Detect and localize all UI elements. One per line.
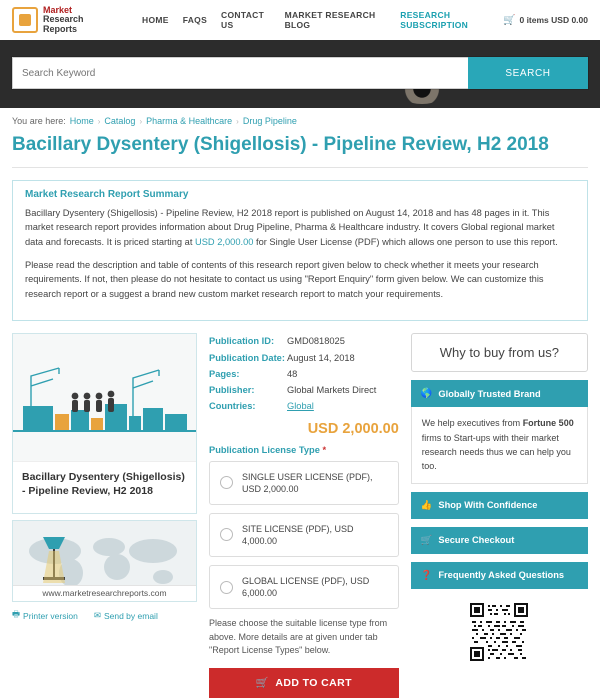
accordion-body-globally-trusted-brand [411,407,588,484]
page-title: Bacillary Dysentery (Shigellosis) - Pipeline Review, H2 2018 [12,134,549,155]
accordion-header-globally-trusted-brand[interactable] [411,380,588,407]
logo-text [43,6,84,34]
breadcrumb-item-pharma-healthcare[interactable]: Pharma & Healthcare [146,116,233,126]
detail-value: August 14, 2018 [287,352,355,363]
add-to-cart-button[interactable] [209,668,399,698]
city-skyline-icon [13,334,196,462]
license-type-label [209,445,399,455]
thumbs-up-icon: 👍 [420,499,433,510]
search-bar [12,57,588,89]
detail-row-publication-date [209,350,399,366]
required-marker: * [322,444,327,455]
nav-item-home[interactable]: HOME [142,15,169,25]
radio-icon[interactable] [220,528,233,541]
product-cover-card [12,333,197,513]
details-column [209,333,399,698]
title-divider [12,167,588,168]
radio-icon[interactable] [220,476,233,489]
accordion-title: Frequently Asked Questions [438,570,565,581]
summary-p1-a: Bacillary Dysentery (Shigellosis) - Pipeline Review, H2 2018 report is published on August 14, 2018 and has 48 pages in it. This market research report provides information about Drug Pipeline, Pharma & Healthcare industry. It covers Global regional market data and forecasts. It is priced starting at [25,207,555,247]
product-price: USD 2,000.00 [307,420,399,437]
summary-title: Market Research Report Summary [25,188,189,200]
globe-icon: 🌎 [420,388,433,399]
detail-row-publisher [209,382,399,398]
product-column [12,333,197,622]
add-to-cart-label: ADD TO CART [275,676,352,689]
accordion-body-highlight: Fortune 500 [522,418,574,429]
product-site-url: www.marketresearchreports.com [13,585,196,601]
accordion-header-frequently-asked-questions[interactable] [411,562,588,589]
detail-row-countries [209,398,399,414]
breadcrumb-separator: › [236,116,239,126]
license-option-label: SITE LICENSE (PDF), USD 4,000.00 [242,523,354,546]
breadcrumb-item-catalog[interactable]: Catalog [104,116,136,126]
summary-paragraph-1 [25,206,575,249]
accordion-body-c: firms to Start-ups with their market research needs thus we can help you too. [421,432,571,472]
cart-icon: 🛒 [503,14,516,26]
detail-row-pages [209,366,399,382]
qr-code-icon [470,603,528,661]
search-input[interactable] [12,57,468,89]
publication-details [209,333,399,414]
breadcrumb-item-home[interactable]: Home [69,116,94,126]
accordion-body-a: We help executives from [421,418,523,429]
detail-label: Publication Date: [209,352,285,363]
breadcrumb-separator: › [139,116,143,126]
license-note: Please choose the suitable license type from above. More details are at given under tab "Report License Types" below. [209,618,388,656]
license-type-label-text: Publication License Type [209,444,320,455]
question-icon: ❓ [420,569,433,580]
product-cover-illustration [13,334,196,462]
product-action-links [12,609,197,623]
product-cover-caption: Bacillary Dysentery (Shigellosis) - Pipeline Review, H2 2018 [13,462,196,512]
cart-label: 0 items USD 0.00 [519,15,588,25]
breadcrumb [0,108,600,132]
envelope-icon: ✉ [93,610,101,621]
logo-line1: Market [43,4,73,15]
send-by-email-link[interactable] [94,609,158,623]
cart-icon: 🛒 [255,677,270,690]
nav-item-market-research-blog[interactable]: MARKET RESEARCH BLOG [284,10,376,30]
nav-item-contact-us[interactable]: CONTACT US [221,10,265,30]
license-option-site[interactable] [209,513,399,557]
license-option-label: SINGLE USER LICENSE (PDF), USD 2,000.00 [242,471,373,494]
hero-banner [0,40,600,108]
accordion-header-secure-checkout[interactable] [411,527,588,554]
main-navigation [142,10,503,30]
why-buy-heading: Why to buy from us? [411,333,588,372]
accordion-title: Globally Trusted Brand [438,388,541,399]
lock-cart-icon: 🛒 [420,534,433,545]
report-summary-box [12,180,588,321]
printer-version-label: Printer version [23,610,78,621]
license-option-single-user[interactable] [209,461,399,505]
printer-icon: 🖶 [12,608,21,619]
detail-value-countries-link[interactable]: Global [287,401,314,412]
breadcrumb-separator: › [97,116,101,126]
logo-icon [12,7,38,33]
cart-summary[interactable] [503,15,588,26]
site-logo[interactable] [12,6,132,34]
why-buy-sidebar [411,333,588,661]
license-option-global[interactable] [209,565,399,609]
accordion-header-shop-with-confidence[interactable] [411,492,588,519]
site-header [0,0,600,40]
detail-row-publication-id [209,333,399,349]
product-map-card [12,520,197,602]
summary-price-link[interactable]: USD 2,000.00 [195,236,254,247]
detail-value: 48 [287,368,298,379]
license-option-label: GLOBAL LICENSE (PDF), USD 6,000.00 [242,576,370,599]
detail-label: Countries: [209,401,256,412]
nav-item-faqs[interactable]: FAQS [182,15,208,25]
accordion-title: Shop With Confidence [438,500,538,511]
detail-value: Global Markets Direct [287,385,377,396]
detail-value: GMD0818025 [287,336,345,347]
breadcrumb-item-drug-pipeline[interactable]: Drug Pipeline [242,116,297,126]
main-content [0,333,600,698]
logo-line2: Research [43,14,84,25]
summary-p1-b: for Single User License (PDF) which allows one person to use this report. [253,236,558,247]
logo-line3: Reports [43,23,78,34]
search-button[interactable]: SEARCH [468,57,588,89]
summary-paragraph-2: Please read the description and table of contents of this research report given below to check whether it meets your research requirements. If not, then please do not hesitate to contact us using "Report Enquiry" form given below. We can customize this research report or a suggest a brand new custom market research report to match your requirements. [25,260,544,299]
radio-icon[interactable] [220,581,233,594]
nav-item-research-subscription[interactable]: RESEARCH SUBSCRIPTION [400,10,469,30]
printer-version-link[interactable] [12,609,78,623]
send-by-email-label: Send by email [103,610,158,621]
detail-label: Publisher: [209,385,255,396]
detail-label: Publication ID: [209,336,275,347]
accordion-title: Secure Checkout [438,535,515,546]
detail-label: Pages: [209,368,240,379]
breadcrumb-prefix: You are here: [12,116,66,126]
